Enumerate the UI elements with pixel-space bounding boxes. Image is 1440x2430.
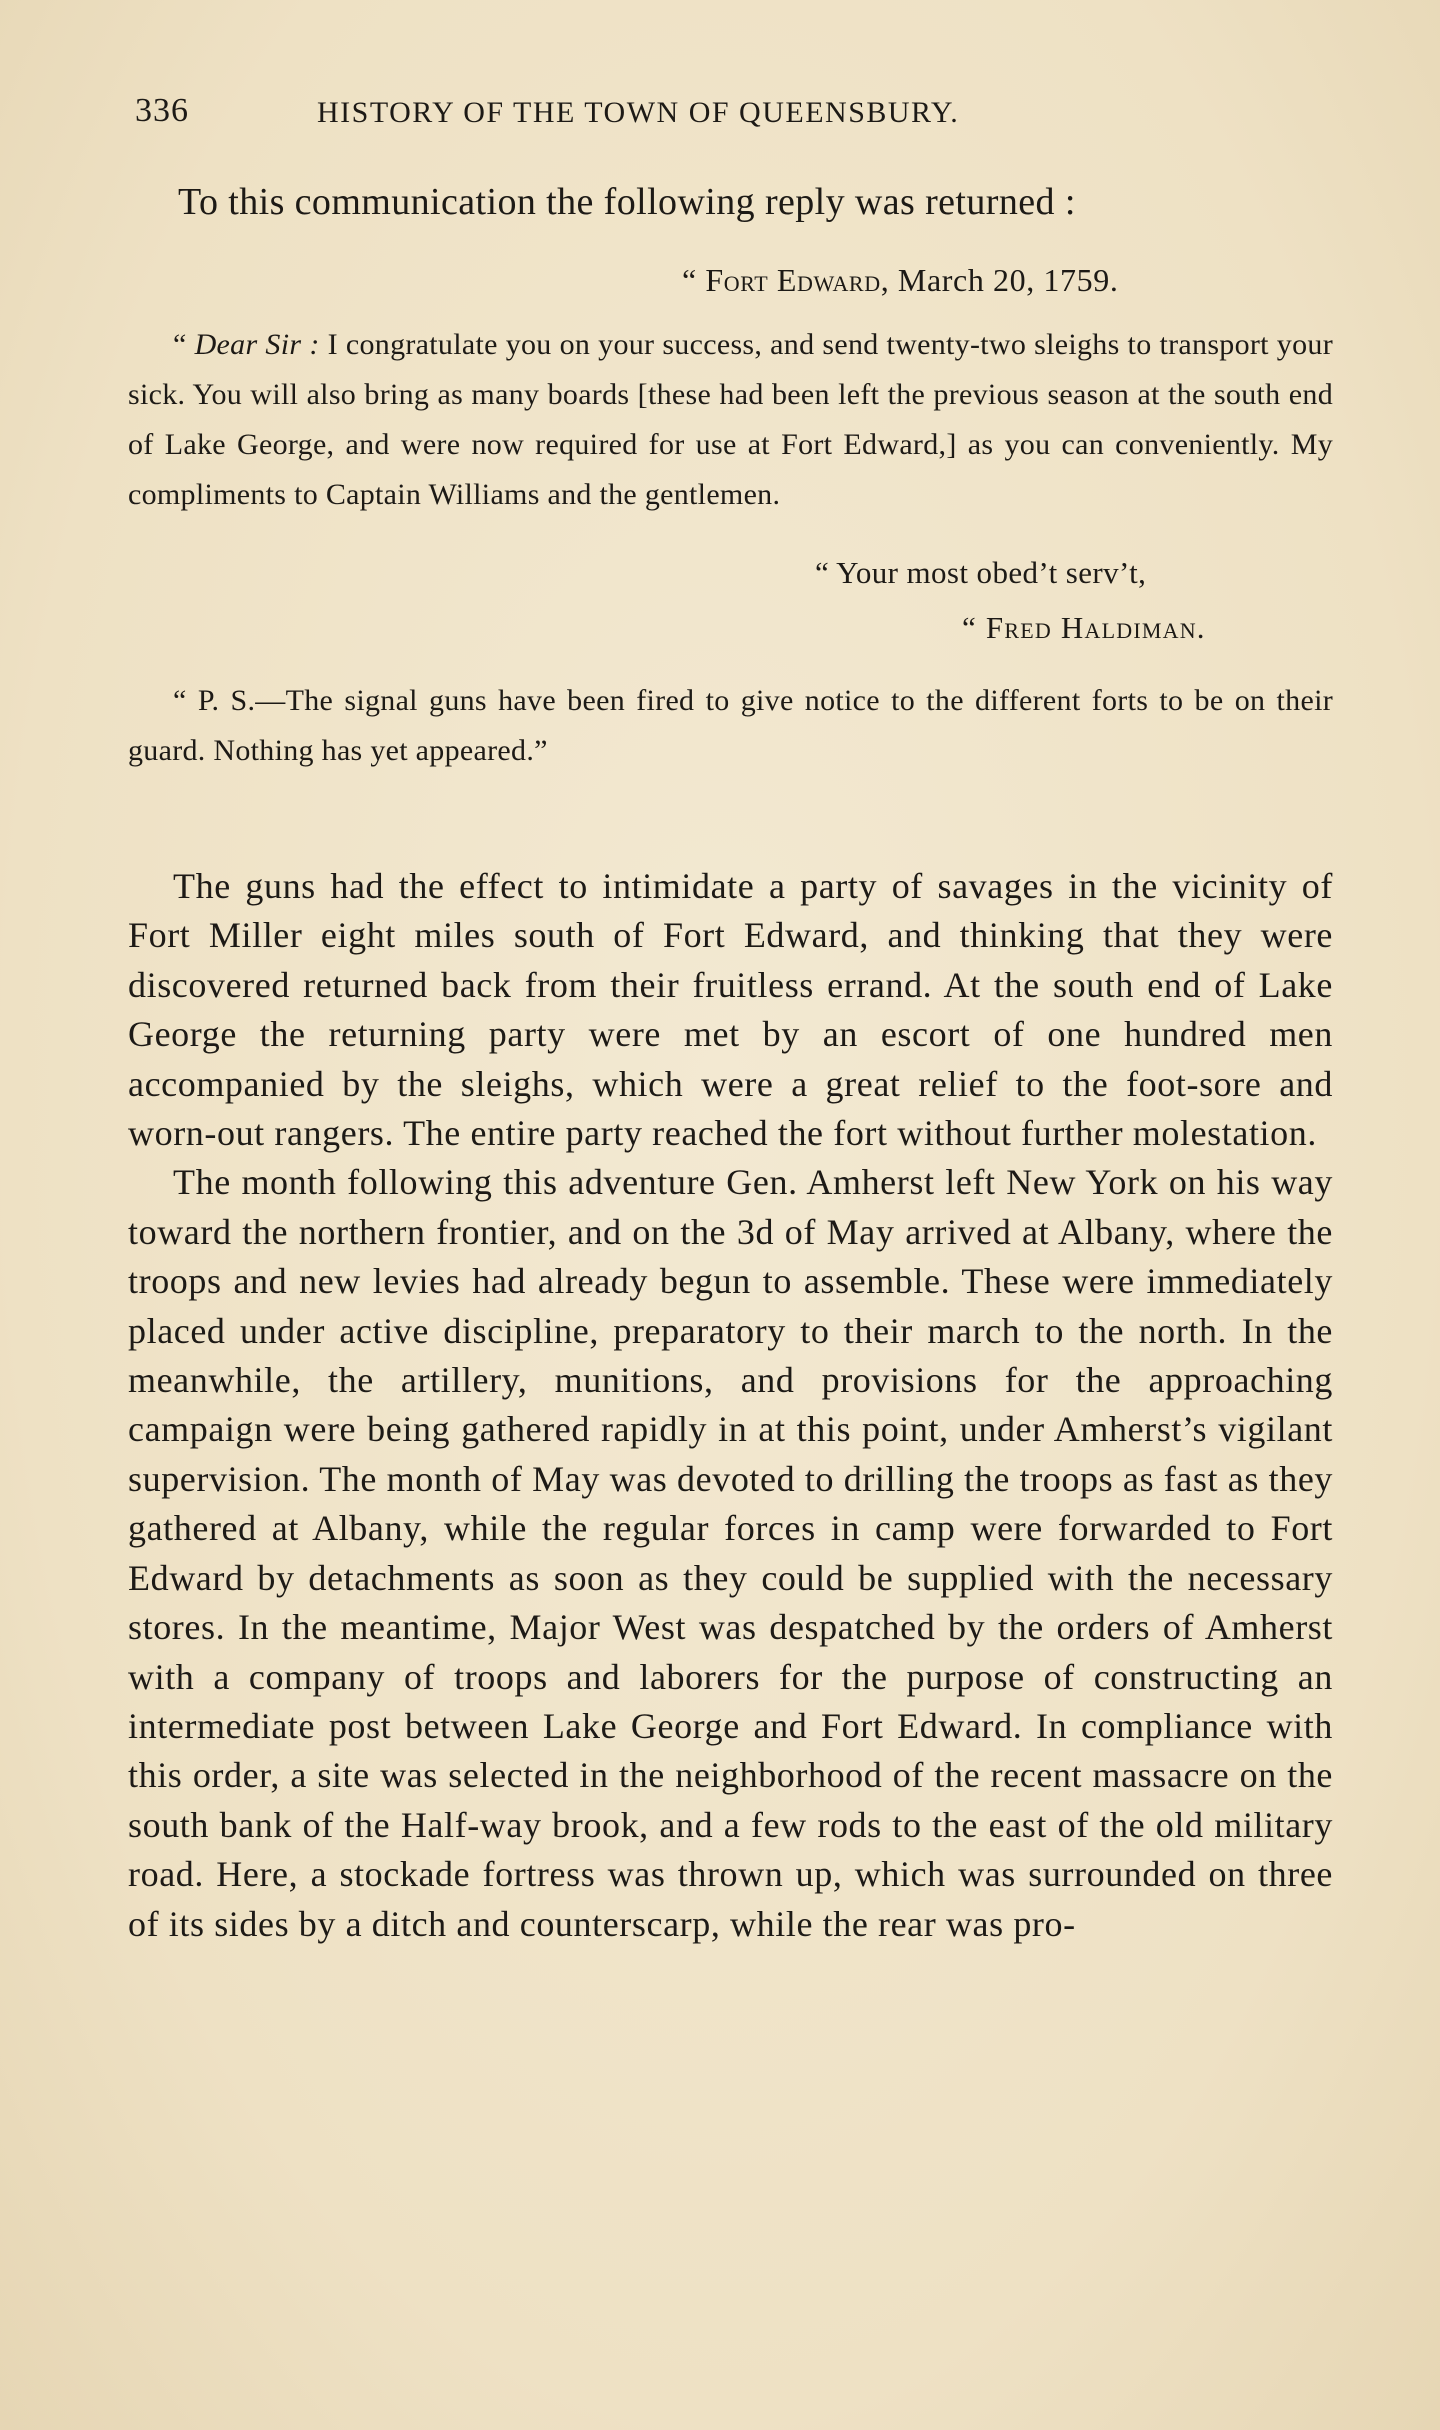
letter-signature-line [962,610,1206,646]
letter-dateline [682,262,1118,299]
running-header [135,92,1305,132]
signature-open-quote: “ [962,610,986,645]
running-title: HISTORY OF THE TOWN OF QUEENSBURY. [317,96,960,129]
paragraph-2: The month following this adventure Gen. Amherst left New York on his way toward the northern frontier, and on the 3d of May arrived at Albany, where the troops and new levies had already begun to assemble. These were immediately placed under active discipline, preparatory to their march to the north. In the meanwhile, the artillery, munitions, and provisions for the approaching campaign were being gathered rapidly in at this point, under Amherst’s vigilant supervision. The month of May was devoted to drilling the troops as fast as they gathered at Albany, while the regular forces in camp were forwarded to Fort Edward by detachments as soon as they could be supplied with the necessary stores. In the meantime, Major West was despatched by the orders of Amherst with a company of troops and laborers for the purpose of constructing an intermediate post between Lake George and Fort Edward. In compliance with this order, a site was selected in the neighborhood of the recent massacre on the south bank of the Half-way brook, and a few rods to the east of the old military road. Here, a stockade fortress was thrown up, which was surrounded on three of its sides by a ditch and counterscarp, while the rear was pro- [128,1162,1333,1944]
letter-postscript: “ P. S.—The signal guns have been fired to give notice to the different forts to be on their guard. Nothing has yet appeared.” [128,684,1333,767]
main-text [128,862,1333,1949]
letter-closing: “ Your most obed’t serv’t, [815,555,1147,590]
letter-text: I congratulate you on your success, and send twenty-two sleighs to transport your sick. You will also bring as many boards [these had been left the previous season at the south end of Lake George, and were now required for use at Fort Edward,] as you can conveniently. My compliments to Captain Williams and the gentlemen. [128,328,1333,511]
intro-line: To this communication the following reply was returned : [178,181,1076,223]
page-number: 336 [135,92,189,129]
letter-signature: Fred Haldiman. [985,610,1206,645]
letter-body: “ Dear Sir : I congratulate you on your success, and send twenty-two sleighs to transport your sick. You will also bring as many boards [these had been left the previous season at the south end of Lake George, and were now required for use at Fort Edward,] as you can conveniently. My compliments to Captain Williams and the gentlemen. [128,328,1333,511]
paragraph-1: The guns had the effect to intimidate a party of savages in the vicinity of Fort Miller eight miles south of Fort Edward, and thinking that they were discovered returned back from their fruitless errand. At the south end of Lake George the returning party were met by an escort of one hundred men accompanied by the sleighs, which were a great relief to the foot-sore and worn-out rangers. The entire party reached the fort without further molestation. [128,866,1333,1154]
dateline-open-quote: “ [682,262,706,298]
dateline-place: Fort Edward [705,262,881,298]
dateline-date: , March 20, 1759. [880,262,1119,298]
letter-salutation: Dear Sir : [194,328,320,361]
